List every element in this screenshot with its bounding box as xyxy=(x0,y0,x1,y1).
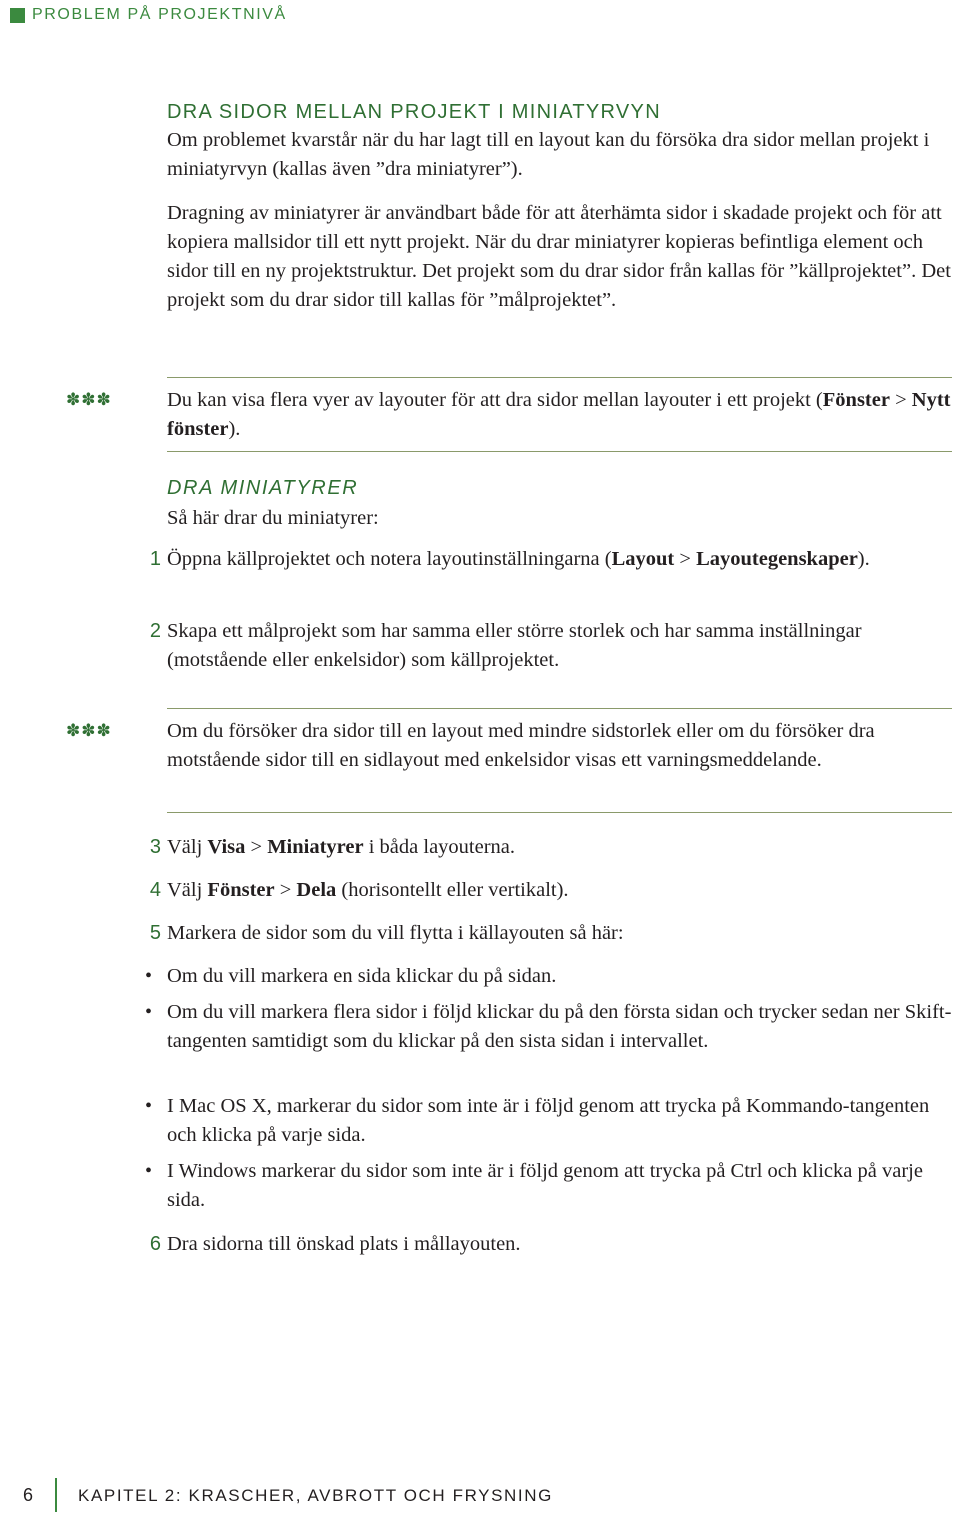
step-1-separator: > xyxy=(674,548,697,570)
bullet-dot-icon: • xyxy=(145,1001,153,1023)
note-bottom-rule xyxy=(167,812,952,813)
section-paragraph-1: Om problemet kvarstår när du har lagt till en layout kan du försöka dra sidor mellan projekt i miniatyrvyn (kallas även ”dra miniatyrer”). xyxy=(167,129,930,180)
note-top-rule xyxy=(167,708,952,709)
step-3-menu-thumbnails: Miniatyrer xyxy=(267,836,364,858)
bullet-item xyxy=(145,962,952,991)
step-5 xyxy=(149,919,952,948)
step-3-menu-view: Visa xyxy=(207,836,246,858)
bullet-text: I Mac OS X, markerar du sidor som inte är i följd genom att trycka på Kommando-tangenten och klicka på varje sida. xyxy=(167,1095,930,1146)
subsection-heading: DRA MINIATYRER xyxy=(167,477,359,499)
step-number: 6 xyxy=(149,1233,161,1255)
step-4-menu-window: Fönster xyxy=(207,879,275,901)
step-3 xyxy=(149,833,952,862)
footer-divider xyxy=(55,1478,57,1512)
step-number: 4 xyxy=(149,879,161,901)
note-1-text-start: Du kan visa flera vyer av layouter för att dra sidor mellan layouter i ett projekt ( xyxy=(167,389,823,411)
note-2-text: Om du försöker dra sidor till en layout med mindre sidstorlek eller om du försöker dra motstående sidor till en sidlayout med enkelsidor visas ett varningsmeddelande. xyxy=(167,720,875,771)
step-1-menu-layout: Layout xyxy=(611,548,675,570)
step-number: 2 xyxy=(149,620,161,642)
step-4-text xyxy=(167,876,952,905)
note-1-separator: > xyxy=(889,389,912,411)
step-4-text-start: Välj xyxy=(167,879,208,901)
section-heading: DRA SIDOR MELLAN PROJEKT I MINIATYRVYN xyxy=(167,101,661,123)
note-1-menu-new-window: Nytt fönster xyxy=(167,389,951,440)
step-2 xyxy=(149,617,952,675)
bullet-dot-icon: • xyxy=(145,965,153,987)
step-4 xyxy=(149,876,952,905)
step-6-text: Dra sidorna till önskad plats i mållayouten. xyxy=(167,1233,521,1255)
page-number: 6 xyxy=(23,1485,34,1505)
step-1-text-start: Öppna källprojektet och notera layoutinställningarna ( xyxy=(167,548,612,570)
note-1-text xyxy=(167,386,952,444)
step-3-text-end: i båda layouterna. xyxy=(363,836,516,858)
bullet-text: I Windows markerar du sidor som inte är i följd genom att trycka på Ctrl och klicka på varje sida. xyxy=(167,1160,923,1211)
step-number: 3 xyxy=(149,836,161,858)
step-1-menu-layout-properties: Layoutegenskaper xyxy=(696,548,858,570)
header-square-icon xyxy=(10,8,25,23)
bullet-item xyxy=(145,1092,952,1150)
running-header xyxy=(10,4,287,26)
step-3-text-start: Välj xyxy=(167,836,208,858)
note-1 xyxy=(167,386,952,444)
page-footer xyxy=(0,1478,960,1512)
note-2 xyxy=(167,717,952,775)
bullet-text: Om du vill markera en sida klickar du på sidan. xyxy=(167,965,557,987)
note-1-menu-window: Fönster xyxy=(822,389,890,411)
step-4-text-end: (horisontellt eller vertikalt). xyxy=(336,879,569,901)
step-3-text xyxy=(167,833,952,862)
bullet-dot-icon: • xyxy=(145,1160,153,1182)
step-number: 1 xyxy=(149,548,161,570)
step-1 xyxy=(149,545,952,574)
subsection-intro: Så här drar du miniatyrer: xyxy=(167,507,379,529)
step-4-menu-split: Dela xyxy=(296,879,337,901)
bullet-text: Om du vill markera flera sidor i följd klickar du på den första sidan och trycker sedan ner Skift-tangenten samtidigt som du klickar på den sista sidan i intervallet. xyxy=(167,1001,952,1052)
section-block xyxy=(167,98,952,315)
step-number: 5 xyxy=(149,922,161,944)
bullet-dot-icon: • xyxy=(145,1095,153,1117)
bullet-item xyxy=(145,1157,952,1215)
note-bottom-rule xyxy=(167,451,952,452)
triple-leaf-icon: ✽ ✽ ✽ xyxy=(66,390,111,410)
section-paragraph-2: Dragning av miniatyrer är användbart både för att återhämta sidor i skadade projekt och för att kopiera mallsidor till ett nytt projekt. När du drar miniatyrer kopieras befintliga element och sidor till en ny projektstruktur. Det projekt som du drar sidor från kallas för ”källprojektet”. Det projekt som du drar sidor till kallas för ”målprojektet”. xyxy=(167,202,951,311)
note-top-rule xyxy=(167,377,952,378)
step-1-text xyxy=(167,545,952,574)
step-1-text-end: ). xyxy=(857,548,870,570)
step-5-text: Markera de sidor som du vill flytta i källayouten så här: xyxy=(167,922,624,944)
step-2-text: Skapa ett målprojekt som har samma eller större storlek och har samma inställningar (motstående eller enkelsidor) som källprojektet. xyxy=(167,620,862,671)
chapter-title: KAPITEL 2: KRASCHER, AVBROTT OCH FRYSNING xyxy=(78,1486,553,1505)
triple-leaf-icon: ✽ ✽ ✽ xyxy=(66,721,111,741)
step-6 xyxy=(149,1230,952,1259)
bullet-item xyxy=(145,998,952,1056)
step-4-separator: > xyxy=(274,879,297,901)
subsection-block xyxy=(167,474,952,533)
note-1-text-end: ). xyxy=(228,418,241,440)
step-3-separator: > xyxy=(245,836,268,858)
running-header-text: PROBLEM PÅ PROJEKTNIVÅ xyxy=(32,6,287,23)
